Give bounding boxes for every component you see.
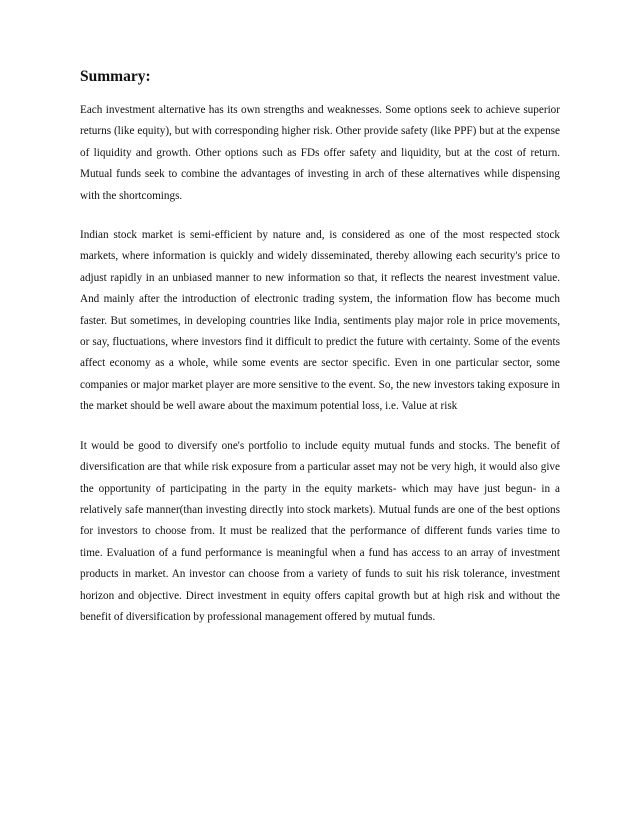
summary-heading: Summary: (80, 68, 151, 85)
paragraph-investment-alternatives: Each investment alternative has its own strengths and weaknesses. Some options seek to achieve superior returns (like equity), but with corresponding higher risk. Other provide safety (like PPF) but at the expense of liquidity and growth. Other options such as FDs offer safety and liquidity, but at the cost of return. Mutual funds seek to combine the advantages of investing in arch of these alternatives while dispensing with the shortcomings. (80, 104, 560, 202)
paragraph-diversification: It would be good to diversify one's portfolio to include equity mutual funds and stocks. The benefit of diversification are that while risk exposure from a particular asset may not be very high, it would also give the opportunity of participating in the party in the equity markets- which may have just begun- in a relatively safe manner(than investing directly into stock markets). Mutual funds are one of the best options for investors to choose from. It must be realized that the performance of different funds varies time to time. Evaluation of a fund performance is meaningful when a fund has access to an array of investment products in market. An investor can choose from a variety of funds to suit his risk tolerance, investment horizon and objective. Direct investment in equity offers capital growth but at high risk and without the benefit of diversification by professional management offered by mutual funds. (80, 439, 560, 623)
paragraph-indian-stock-market: Indian stock market is semi-efficient by nature and, is considered as one of the most respected stock markets, where information is quickly and widely disseminated, thereby allowing each security's price to adjust rapidly in an unbiased manner to new information so that, it reflects the nearest investment value. And mainly after the introduction of electronic trading system, the information flow has become much faster. But sometimes, in developing countries like India, sentiments play major role in price movements, or say, fluctuations, where investors find it difficult to predict the future with certainty. Some of the events affect economy as a whole, while some events are sector specific. Even in one particular sector, some companies or major market player are more sensitive to the event. So, the new investors taking exposure in the market should be well aware about the maximum potential loss, i.e. Value at risk (80, 229, 560, 413)
